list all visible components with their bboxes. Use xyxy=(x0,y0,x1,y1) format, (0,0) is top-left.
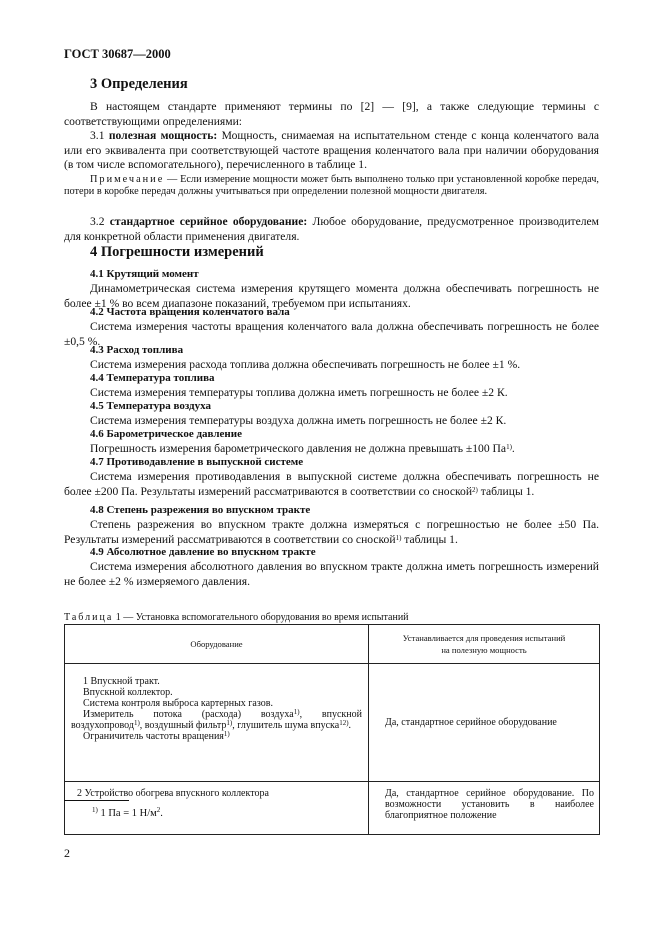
equipment-line: Система контроля выброса картерных газов. xyxy=(83,698,273,709)
section-3-intro: В настоящем стандарте применяют термины по [2] — [9], а также следующие термины с соответствующими определениями: xyxy=(64,100,599,128)
table-cell-installed: Да, стандартное серийное оборудование xyxy=(369,664,600,782)
item-4-6-text xyxy=(64,442,599,457)
item-4-1-text: Динамометрическая система измерения крутящего момента должна обеспечивать погрешность не более ±1 % во всем диапазоне показаний, требуемом при испытаниях. xyxy=(64,282,599,310)
table-caption xyxy=(64,612,409,623)
footnote-ref: 2) xyxy=(472,485,478,494)
definition-text: Любое оборудование, предусмотренное производителем для конкретной области применения двигателя. xyxy=(64,215,600,243)
equipment-line: 1 Впускной тракт. xyxy=(83,676,160,687)
equipment-line xyxy=(71,709,362,731)
item-4-4-heading: 4.4 Температура топлива xyxy=(90,372,215,384)
item-text-end: таблицы 1. xyxy=(401,532,458,546)
item-text: Система измерения противодавления в выпускной системе должна обеспечивать погрешность не более ±200 Па. Результаты измерений рассматриваются в соответствии со сноской xyxy=(64,470,599,498)
equipment-text: , глушитель шума впуска xyxy=(232,720,340,731)
header-line: на полезную мощность xyxy=(441,645,527,655)
equipment-text: Ограничитель частоты вращения xyxy=(83,731,224,742)
footnote-ref: 1) xyxy=(133,719,140,727)
equipment-text: , впускной воздухопровод xyxy=(71,709,362,731)
equipment-line: Впускной коллектор. xyxy=(83,687,173,698)
note-label: Примечание xyxy=(90,174,165,185)
table-caption-text: 1 — Установка вспомогательного оборудования во время испытаний xyxy=(115,612,409,623)
equipment-text: . xyxy=(348,720,352,731)
section-4-title: 4 Погрешности измерений xyxy=(90,244,264,260)
definition-term: полезная мощность: xyxy=(108,129,218,142)
footnote-exponent: 2 xyxy=(156,806,161,814)
item-4-2-text: Система измерения частоты вращения коленчатого вала должна обеспечивать погрешность не более ±0,5 %. xyxy=(64,320,599,348)
definition-term: стандартное серийное оборудование: xyxy=(109,215,308,228)
document-code: ГОСТ 30687—2000 xyxy=(64,47,171,61)
item-text-end: таблицы 1. xyxy=(477,484,535,498)
table-caption-label: Таблица xyxy=(64,612,114,623)
table-header-installed xyxy=(369,625,600,664)
item-4-2-heading: 4.2 Частота вращения коленчатого вала xyxy=(90,306,290,318)
equipment-text: , воздушный фильтр xyxy=(139,720,227,731)
item-text: Степень разрежения во впускном тракте должна измеряться с погрешностью не более ±50 Па. Результаты измерений рассматриваются в соответствии со сноской xyxy=(64,518,599,546)
item-4-7-text xyxy=(64,470,599,499)
footnote-text: 1 Па = 1 Н/м xyxy=(97,808,157,819)
table-cell-equipment: 2 Устройство обогрева впускного коллектора xyxy=(65,782,369,835)
table-cell-installed: Да, стандартное серийное оборудование. По возможности установить в наиболее благоприятное положение xyxy=(369,782,600,835)
item-4-1-heading: 4.1 Крутящий момент xyxy=(90,268,199,280)
item-4-8-text xyxy=(64,518,599,547)
table-cell-equipment xyxy=(65,664,369,782)
footnote-divider xyxy=(64,800,129,801)
footnote-mark: 1) xyxy=(92,806,98,814)
item-4-9-heading: 4.9 Абсолютное давление во впускном тракте xyxy=(90,546,316,558)
definition-3-2 xyxy=(64,215,599,244)
footnote-end: . xyxy=(160,808,163,819)
footnote-ref: 1) xyxy=(506,443,512,451)
footnote-ref: 1) xyxy=(293,708,300,716)
item-4-5-heading: 4.5 Температура воздуха xyxy=(90,400,211,412)
definition-3-1 xyxy=(64,129,599,173)
definition-number: 3.1 xyxy=(90,129,105,142)
item-4-3-heading: 4.3 Расход топлива xyxy=(90,344,184,356)
note xyxy=(64,174,599,199)
footnote-ref: 1) xyxy=(226,719,233,727)
equipment-text: Измеритель потока (расхода) воздуха xyxy=(83,709,294,720)
definition-number: 3.2 xyxy=(90,215,105,228)
table-header-row xyxy=(65,625,600,664)
section-3-title: 3 Определения xyxy=(90,76,188,92)
item-4-3-text: Система измерения расхода топлива должна обеспечивать погрешность не более ±1 %. xyxy=(90,358,521,371)
item-text: Погрешность измерения барометрического давления не должна превышать ±100 Па xyxy=(90,442,507,455)
table-row xyxy=(65,664,600,782)
page-number: 2 xyxy=(64,846,70,860)
item-4-6-heading: 4.6 Барометрическое давление xyxy=(90,428,242,440)
footnote-ref: 12) xyxy=(339,719,349,727)
footnote-ref: 1) xyxy=(395,533,402,542)
item-4-7-heading: 4.7 Противодавление в выпускной системе xyxy=(90,456,304,468)
equipment-line xyxy=(71,731,362,742)
header-line: Устанавливается для проведения испытаний xyxy=(402,633,566,643)
item-4-9-text: Система измерения абсолютного давления во впускном тракте должна иметь погрешность измерений не более ±2 % измеряемого давления. xyxy=(64,560,599,588)
note-text: — Если измерение мощности может быть выполнено только при установленной коробке передач, потери в коробке передач должны учитываться при определении полезной мощности двигателя. xyxy=(64,174,599,198)
table-header-equipment: Оборудование xyxy=(65,625,369,664)
item-4-5-text: Система измерения температуры воздуха должна иметь погрешность не более ±2 К. xyxy=(90,414,507,427)
equipment-table xyxy=(64,624,600,835)
definition-text: Мощность, снимаемая на испытательном стенде с конца коленчатого вала или его эквивалента при соответствующей частоте вращения коленчатого вала при наличии оборудования (в том числе вспомогательного), перечисленного в таблице 1. xyxy=(64,129,600,172)
footnote-ref: 1) xyxy=(223,730,230,738)
footnote xyxy=(92,808,163,819)
item-4-4-text: Система измерения температуры топлива должна иметь погрешность не более ±2 К. xyxy=(90,386,508,399)
item-4-8-heading: 4.8 Степень разрежения во впускном тракте xyxy=(90,504,311,516)
item-text-end: . xyxy=(511,442,515,455)
